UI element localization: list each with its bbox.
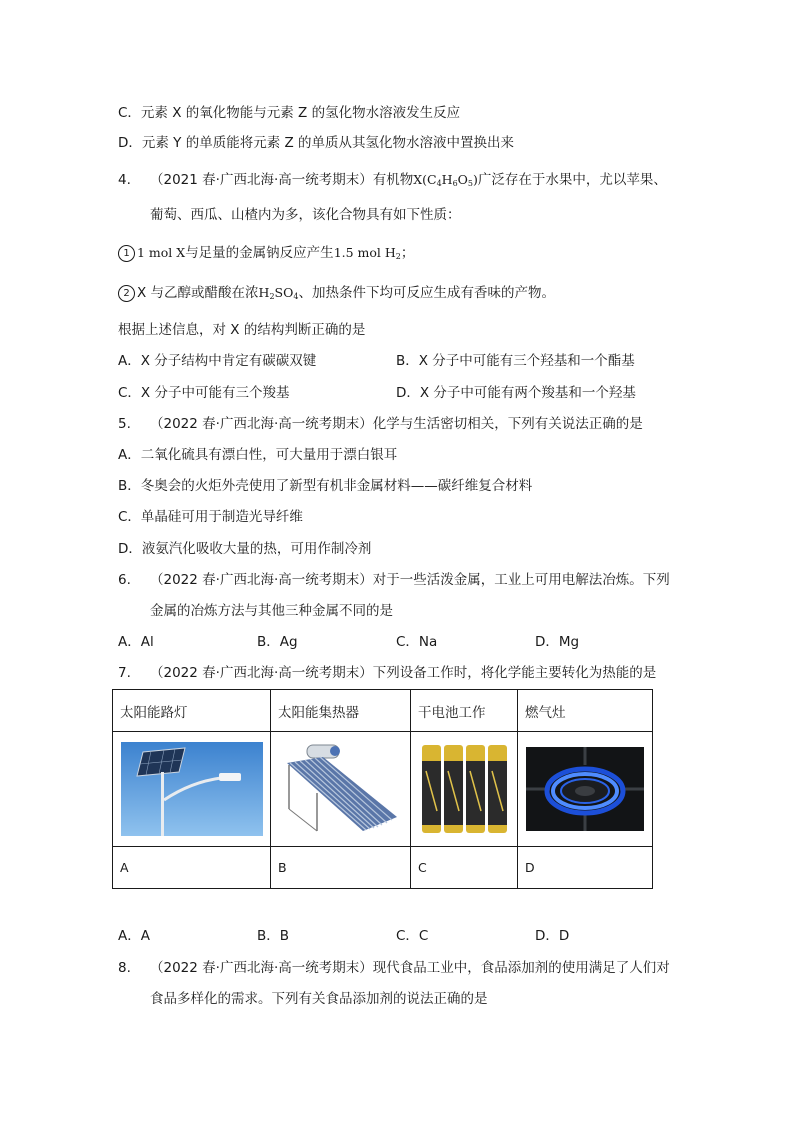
q7-stem: （2022 春·广西北海·高一统考期末）下列设备工作时，将化学能主要转化为热能的是: [150, 665, 657, 681]
q6-option-a: A．Al: [118, 634, 154, 650]
q4-option-b: B．X 分子中可能有三个羟基和一个酯基: [396, 353, 635, 369]
circled-number-1: 1: [118, 245, 135, 262]
q8-stem-line2: 食品多样化的需求。下列有关食品添加剂的说法正确的是: [150, 991, 488, 1007]
dry-batteries-image: [418, 741, 510, 837]
q4-property-1: 1 1 mol X与足量的金属钠反应产生1.5 mol $H_2$；: [118, 243, 414, 267]
q4-number: 4.: [118, 172, 131, 188]
header-solar-water-heater: 太阳能集热器: [271, 690, 411, 732]
q5-option-c: C．单晶硅可用于制造光导纤维: [118, 509, 303, 525]
q6-option-c: C．Na: [396, 634, 438, 650]
label-a: A: [113, 847, 271, 889]
gas-stove-image: [526, 747, 644, 831]
q7-device-table: [112, 689, 653, 889]
q7-number: 7.: [118, 665, 131, 681]
q4-text: 广泛存在于水果中，尤以苹果、: [477, 172, 667, 188]
label-c: C: [411, 847, 518, 889]
q4-option-a: A．X 分子结构中肯定有碳碳双键: [118, 353, 317, 369]
q5-stem: （2022 春·广西北海·高一统考期末）化学与生活密切相关，下列有关说法正确的是: [150, 416, 643, 432]
q3-option-d: D．元素 Y 的单质能将元素 Z 的单质从其氢化物水溶液中置换出来: [118, 135, 515, 151]
label-d: D: [518, 847, 653, 889]
q4-question: 根据上述信息，对 X 的结构判断正确的是: [118, 322, 366, 338]
q4-stem-line1: [150, 170, 667, 194]
q4-formula: $X(C_4H_6O_5)$: [413, 172, 478, 188]
q4-property-2: 2 X 与乙醇或醋酸在浓$H_2SO_4$、加热条件下均可反应生成有香味的产物。: [118, 283, 555, 307]
q8-stem-line1: （2022 春·广西北海·高一统考期末）现代食品工业中，食品添加剂的使用满足了人们对: [150, 960, 670, 976]
cell-solar-water-heater-image: [271, 732, 411, 847]
q6-stem-line2: 金属的冶炼方法与其他三种金属不同的是: [150, 603, 393, 619]
q6-stem-line1: （2022 春·广西北海·高一统考期末）对于一些活泼金属，工业上可用电解法冶炼。下列: [150, 572, 670, 588]
q8-number: 8.: [118, 960, 131, 976]
cell-solar-street-light-image: [113, 732, 271, 847]
q7-option-d: D．D: [535, 928, 570, 944]
q5-option-d: D．液氨汽化吸收大量的热，可用作制冷剂: [118, 541, 372, 557]
header-gas-stove: 燃气灶: [518, 690, 653, 732]
label-b: B: [271, 847, 411, 889]
circled-number-2: 2: [118, 285, 135, 302]
header-dry-battery: 干电池工作: [411, 690, 518, 732]
q4-source: （2021 春·广西北海·高一统考期末）有机物: [150, 172, 414, 188]
solar-water-heater-image: [277, 739, 405, 839]
q4-stem-line2: 葡萄、西瓜、山楂内为多，该化合物具有如下性质：: [150, 207, 461, 223]
q6-option-b: B．Ag: [257, 634, 298, 650]
q4-option-d: D．X 分子中可能有两个羧基和一个羟基: [396, 385, 636, 401]
q6-number: 6.: [118, 572, 131, 588]
q7-option-b: B．B: [257, 928, 290, 944]
header-solar-street-light: 太阳能路灯: [113, 690, 271, 732]
q5-option-b: B．冬奥会的火炬外壳使用了新型有机非金属材料——碳纤维复合材料: [118, 478, 533, 494]
q5-number: 5.: [118, 416, 131, 432]
q5-option-a: A．二氧化硫具有漂白性，可大量用于漂白银耳: [118, 447, 398, 463]
cell-dry-batteries-image: [411, 732, 518, 847]
q7-option-c: C．C: [396, 928, 429, 944]
cell-gas-stove-image: [518, 732, 653, 847]
solar-street-light-image: [121, 742, 263, 836]
q4-option-c: C．X 分子中可能有三个羧基: [118, 385, 290, 401]
q6-option-d: D．Mg: [535, 634, 580, 650]
q7-option-a: A．A: [118, 928, 150, 944]
q3-option-c: C．元素 X 的氧化物能与元素 Z 的氢化物水溶液发生反应: [118, 105, 461, 121]
